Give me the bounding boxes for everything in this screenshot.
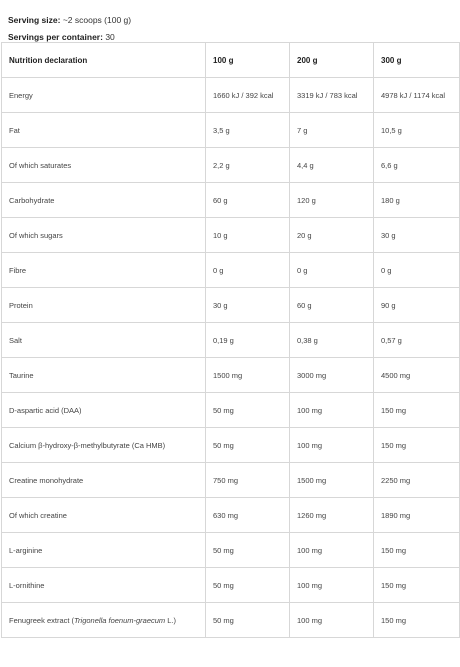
value-100g: 2,2 g [206,148,290,183]
table-row [2,498,460,533]
value-300g: 150 mg [374,568,460,603]
nutrient-name: Fibre [2,253,206,288]
table-row [2,78,460,113]
value-300g: 90 g [374,288,460,323]
value-100g: 0,19 g [206,323,290,358]
table-row [2,323,460,358]
value-100g: 1500 mg [206,358,290,393]
value-200g: 0 g [290,253,374,288]
value-100g: 50 mg [206,568,290,603]
value-100g: 1660 kJ / 392 kcal [206,78,290,113]
value-200g: 3000 mg [290,358,374,393]
nutrient-name-latin: Trigonella foenum-graecum [74,615,166,625]
value-100g: 60 g [206,183,290,218]
nutrient-name: Of which creatine [2,498,206,533]
value-300g: 2250 mg [374,463,460,498]
servings-per-container-label: Servings per container: [8,32,103,42]
serving-size-line [8,12,460,29]
column-header-300g: 300 g [374,43,460,78]
value-300g: 0,57 g [374,323,460,358]
value-100g: 50 mg [206,393,290,428]
table-row [2,393,460,428]
table-row [2,603,460,638]
table-header-row [2,43,460,78]
value-100g: 50 mg [206,603,290,638]
value-300g: 150 mg [374,393,460,428]
value-200g: 60 g [290,288,374,323]
value-200g: 7 g [290,113,374,148]
nutrient-name: Of which sugars [2,218,206,253]
value-300g: 1890 mg [374,498,460,533]
value-300g: 10,5 g [374,113,460,148]
value-200g: 3319 kJ / 783 kcal [290,78,374,113]
value-300g: 150 mg [374,533,460,568]
nutrient-name: Creatine monohydrate [2,463,206,498]
value-300g: 6,6 g [374,148,460,183]
servings-per-container-value: 30 [105,32,115,42]
value-300g: 180 g [374,183,460,218]
value-200g: 100 mg [290,603,374,638]
table-row [2,288,460,323]
table-row [2,253,460,288]
column-header-200g: 200 g [290,43,374,78]
value-100g: 50 mg [206,533,290,568]
value-200g: 100 mg [290,428,374,463]
nutrient-name: L-ornithine [2,568,206,603]
value-200g: 100 mg [290,568,374,603]
table-row [2,428,460,463]
value-200g: 4,4 g [290,148,374,183]
nutrient-name [2,603,206,638]
table-row [2,568,460,603]
value-200g: 20 g [290,218,374,253]
table-row [2,148,460,183]
value-200g: 120 g [290,183,374,218]
value-200g: 0,38 g [290,323,374,358]
value-300g: 4978 kJ / 1174 kcal [374,78,460,113]
nutrition-table [1,42,460,638]
table-row [2,183,460,218]
nutrient-name: Protein [2,288,206,323]
nutrient-name: Salt [2,323,206,358]
value-100g: 750 mg [206,463,290,498]
value-100g: 10 g [206,218,290,253]
nutrient-name: L-arginine [2,533,206,568]
value-100g: 0 g [206,253,290,288]
serving-info [0,0,460,42]
nutrient-name: Carbohydrate [2,183,206,218]
value-300g: 150 mg [374,428,460,463]
nutrient-name: Fat [2,113,206,148]
nutrient-name-suffix: L.) [165,615,177,625]
value-100g: 630 mg [206,498,290,533]
serving-size-label: Serving size: [8,15,61,25]
value-200g: 100 mg [290,533,374,568]
nutrient-name-prefix: Fenugreek extract ( [9,615,75,625]
serving-size-value: ~2 scoops (100 g) [62,15,132,25]
table-row [2,463,460,498]
table-row [2,358,460,393]
value-100g: 3,5 g [206,113,290,148]
value-200g: 1500 mg [290,463,374,498]
table-row [2,218,460,253]
table-row [2,533,460,568]
value-100g: 50 mg [206,428,290,463]
nutrient-name: Taurine [2,358,206,393]
nutrient-name: Energy [2,78,206,113]
value-100g: 30 g [206,288,290,323]
nutrient-name: D-aspartic acid (DAA) [2,393,206,428]
nutrient-name: Calcium β-hydroxy-β-methylbutyrate (Ca HMB) [2,428,206,463]
nutrient-name: Of which saturates [2,148,206,183]
value-200g: 100 mg [290,393,374,428]
value-300g: 4500 mg [374,358,460,393]
value-300g: 30 g [374,218,460,253]
column-header-100g: 100 g [206,43,290,78]
value-200g: 1260 mg [290,498,374,533]
value-300g: 0 g [374,253,460,288]
value-300g: 150 mg [374,603,460,638]
column-header-nutrition-declaration: Nutrition declaration [2,43,206,78]
table-row [2,113,460,148]
